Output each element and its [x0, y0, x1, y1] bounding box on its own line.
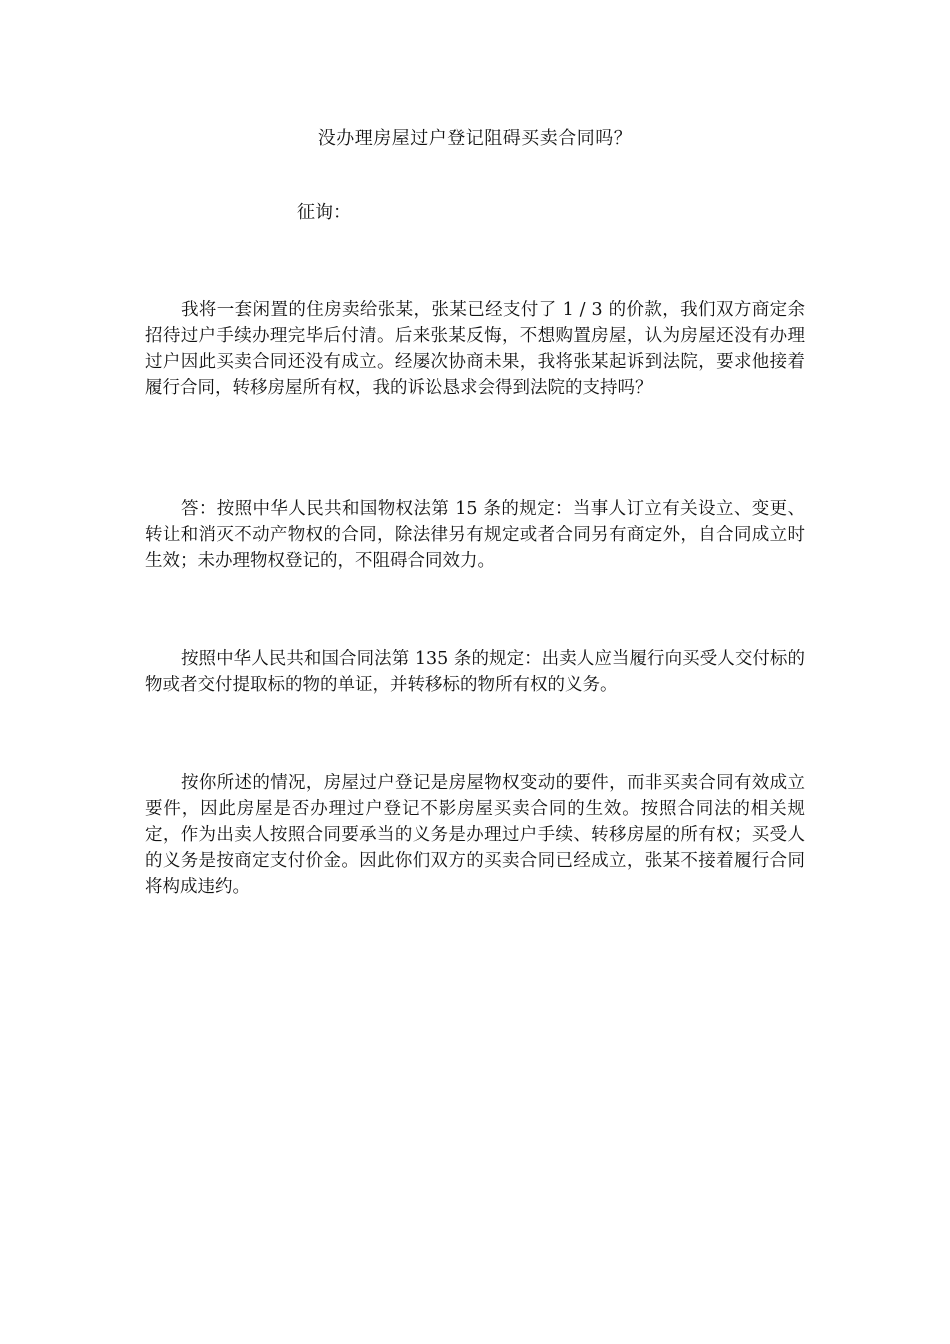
- document-title: 没办理房屋过户登记阻碍买卖合同吗？: [317, 128, 633, 149]
- salutation: 征询：: [297, 202, 351, 223]
- paragraph-answer-property-law: 答：按照中华人民共和国物权法第 15 条的规定：当事人订立有关设立、变更、转让和消灭不动产物权的合同，除法律另有规定或者合同另有商定外，自合同成立时生效；未办理物权登记的，不阻碍合同效力。: [145, 499, 805, 571]
- paragraph-contract-law: 按照中华人民共和国合同法第 135 条的规定：出卖人应当履行向买受人交付标的物或者交付提取标的物的单证，并转移标的物所有权的义务。: [145, 649, 805, 695]
- paragraph-conclusion: 按你所述的情况，房屋过户登记是房屋物权变动的要件，而非买卖合同有效成立要件，因此房屋是否办理过户登记不影房屋买卖合同的生效。按照合同法的相关规定，作为出卖人按照合同要承当的义务是办理过户手续、转移房屋的所有权；买受人的义务是按商定支付价金。因此你们双方的买卖合同已经成立，张某不接着履行合同将构成违约。: [145, 773, 805, 897]
- paragraph-question: 我将一套闲置的住房卖给张某，张某已经支付了 1 / 3 的价款，我们双方商定余招待过户手续办理完毕后付清。后来张某反悔，不想购置房屋，认为房屋还没有办理过户因此买卖合同还没有成立。经屡次协商未果，我将张某起诉到法院，要求他接着履行合同，转移房屋所有权，我的诉讼恳求会得到法院的支持吗？: [145, 300, 805, 398]
